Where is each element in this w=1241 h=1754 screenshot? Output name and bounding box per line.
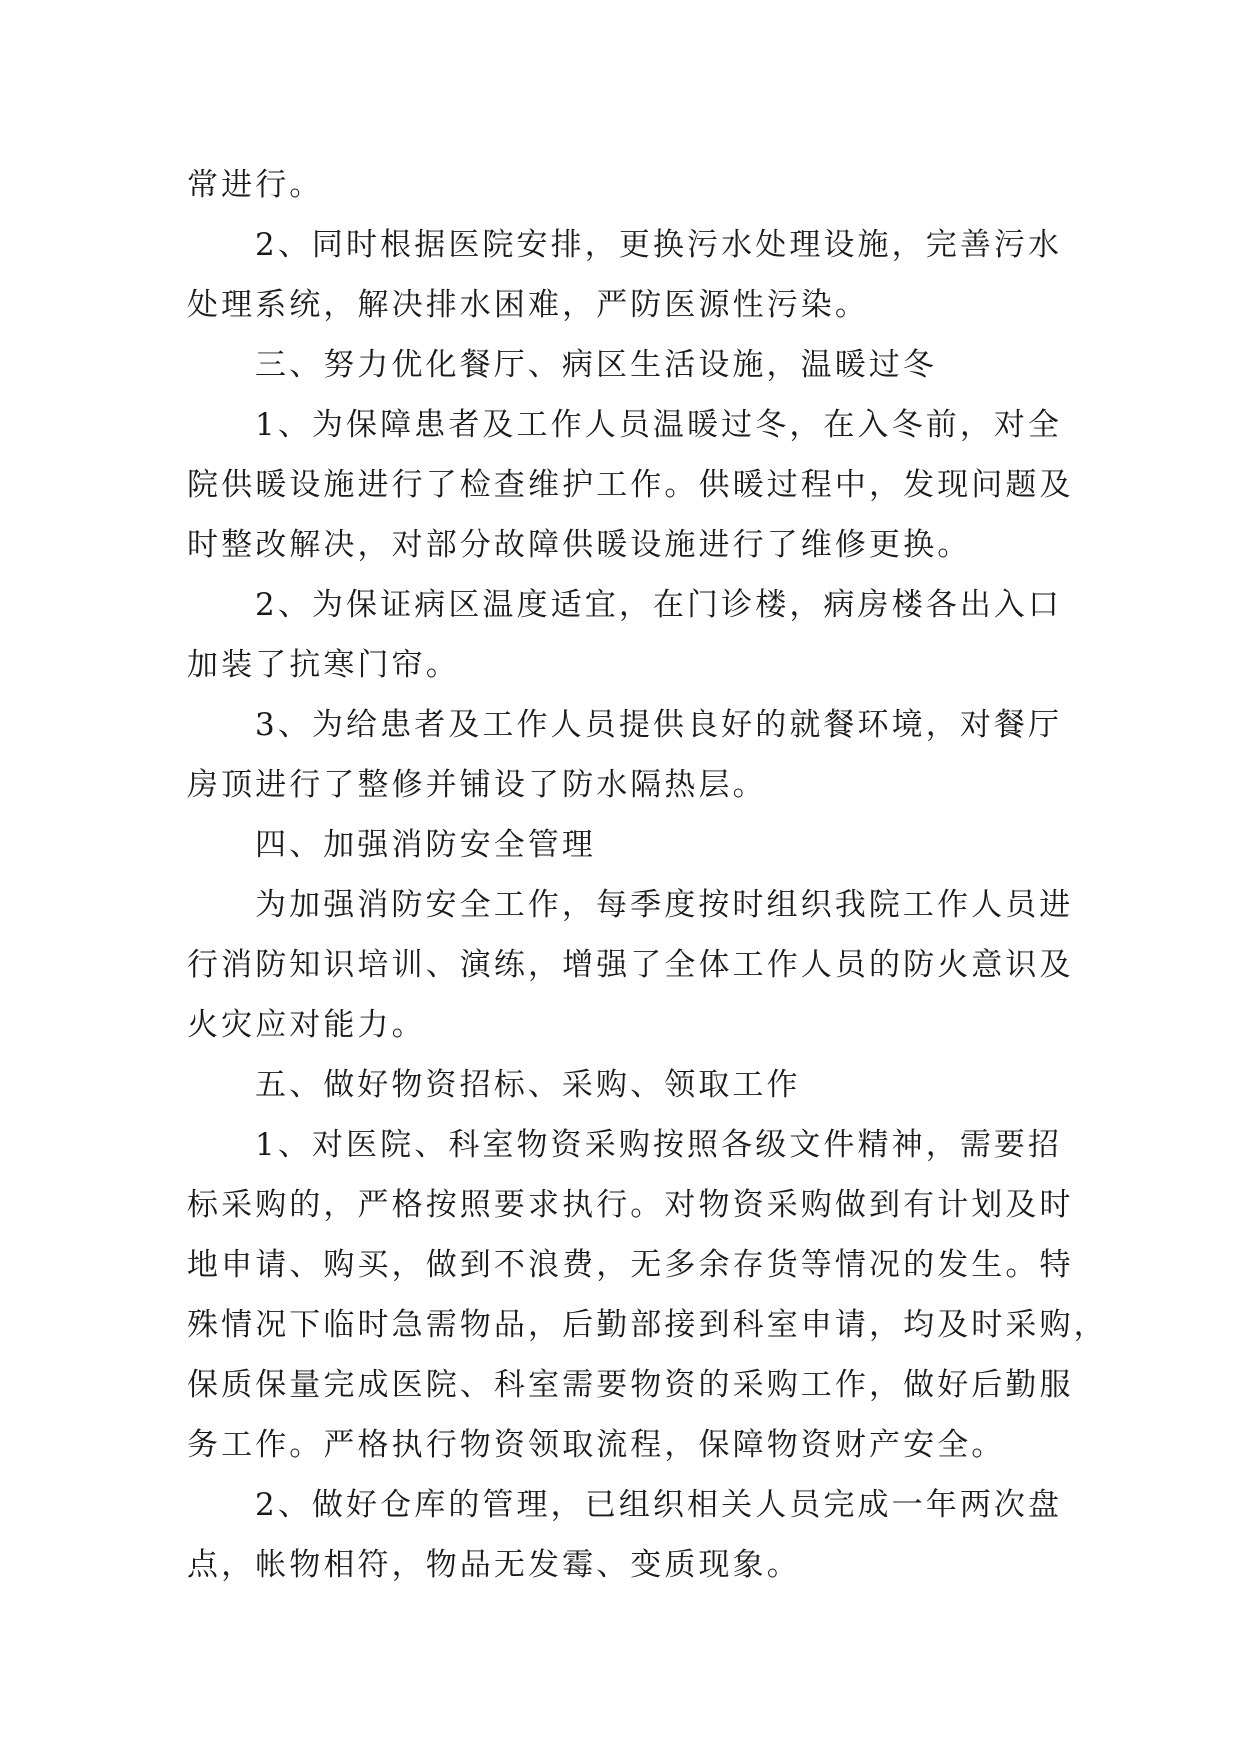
section-heading: 四、加强消防安全管理 [255, 827, 596, 863]
text-line: 火灾应对能力。 [187, 1007, 426, 1043]
text-line: 房顶进行了整修并铺设了防水隔热层。 [187, 767, 767, 803]
text-line: 为加强消防安全工作，每季度按时组织我院工作人员进 [255, 887, 1074, 923]
text-line: 时整改解决，对部分故障供暖设施进行了维修更换。 [187, 527, 972, 563]
text-line: 2、做好仓库的管理，已组织相关人员完成一年两次盘 [255, 1487, 1063, 1523]
text-line: 务工作。严格执行物资领取流程，保障物资财产安全。 [187, 1427, 1006, 1463]
document-body [187, 155, 1108, 1595]
text-line: 保质保量完成医院、科室需要物资的采购工作，做好后勤服 [187, 1367, 1074, 1403]
section-heading: 五、做好物资招标、采购、领取工作 [255, 1067, 801, 1103]
text-line: 1、对医院、科室物资采购按照各级文件精神，需要招 [255, 1127, 1063, 1163]
text-line: 处理系统，解决排水困难，严防医源性污染。 [187, 287, 869, 323]
text-line: 2、同时根据医院安排，更换污水处理设施，完善污水 [255, 227, 1063, 263]
text-line: 地申请、购买，做到不浪费，无多余存货等情况的发生。特 [187, 1247, 1074, 1283]
text-line: 加装了抗寒门帘。 [187, 647, 460, 683]
text-line: 1、为保障患者及工作人员温暖过冬，在入冬前，对全 [255, 407, 1063, 443]
text-line: 常进行。 [187, 167, 324, 203]
text-line: 3、为给患者及工作人员提供良好的就餐环境，对餐厅 [255, 707, 1063, 743]
text-line: 2、为保证病区温度适宜，在门诊楼，病房楼各出入口 [255, 587, 1063, 623]
text-line: 点，帐物相符，物品无发霉、变质现象。 [187, 1547, 801, 1583]
text-line: 行消防知识培训、演练，增强了全体工作人员的防火意识及 [187, 947, 1074, 983]
section-heading: 三、努力优化餐厅、病区生活设施，温暖过冬 [255, 347, 937, 383]
text-line: 院供暖设施进行了检查维护工作。供暖过程中，发现问题及 [187, 467, 1074, 503]
text-line: 殊情况下临时急需物品，后勤部接到科室申请，均及时采购， [187, 1307, 1108, 1343]
text-line: 标采购的，严格按照要求执行。对物资采购做到有计划及时 [187, 1187, 1074, 1223]
